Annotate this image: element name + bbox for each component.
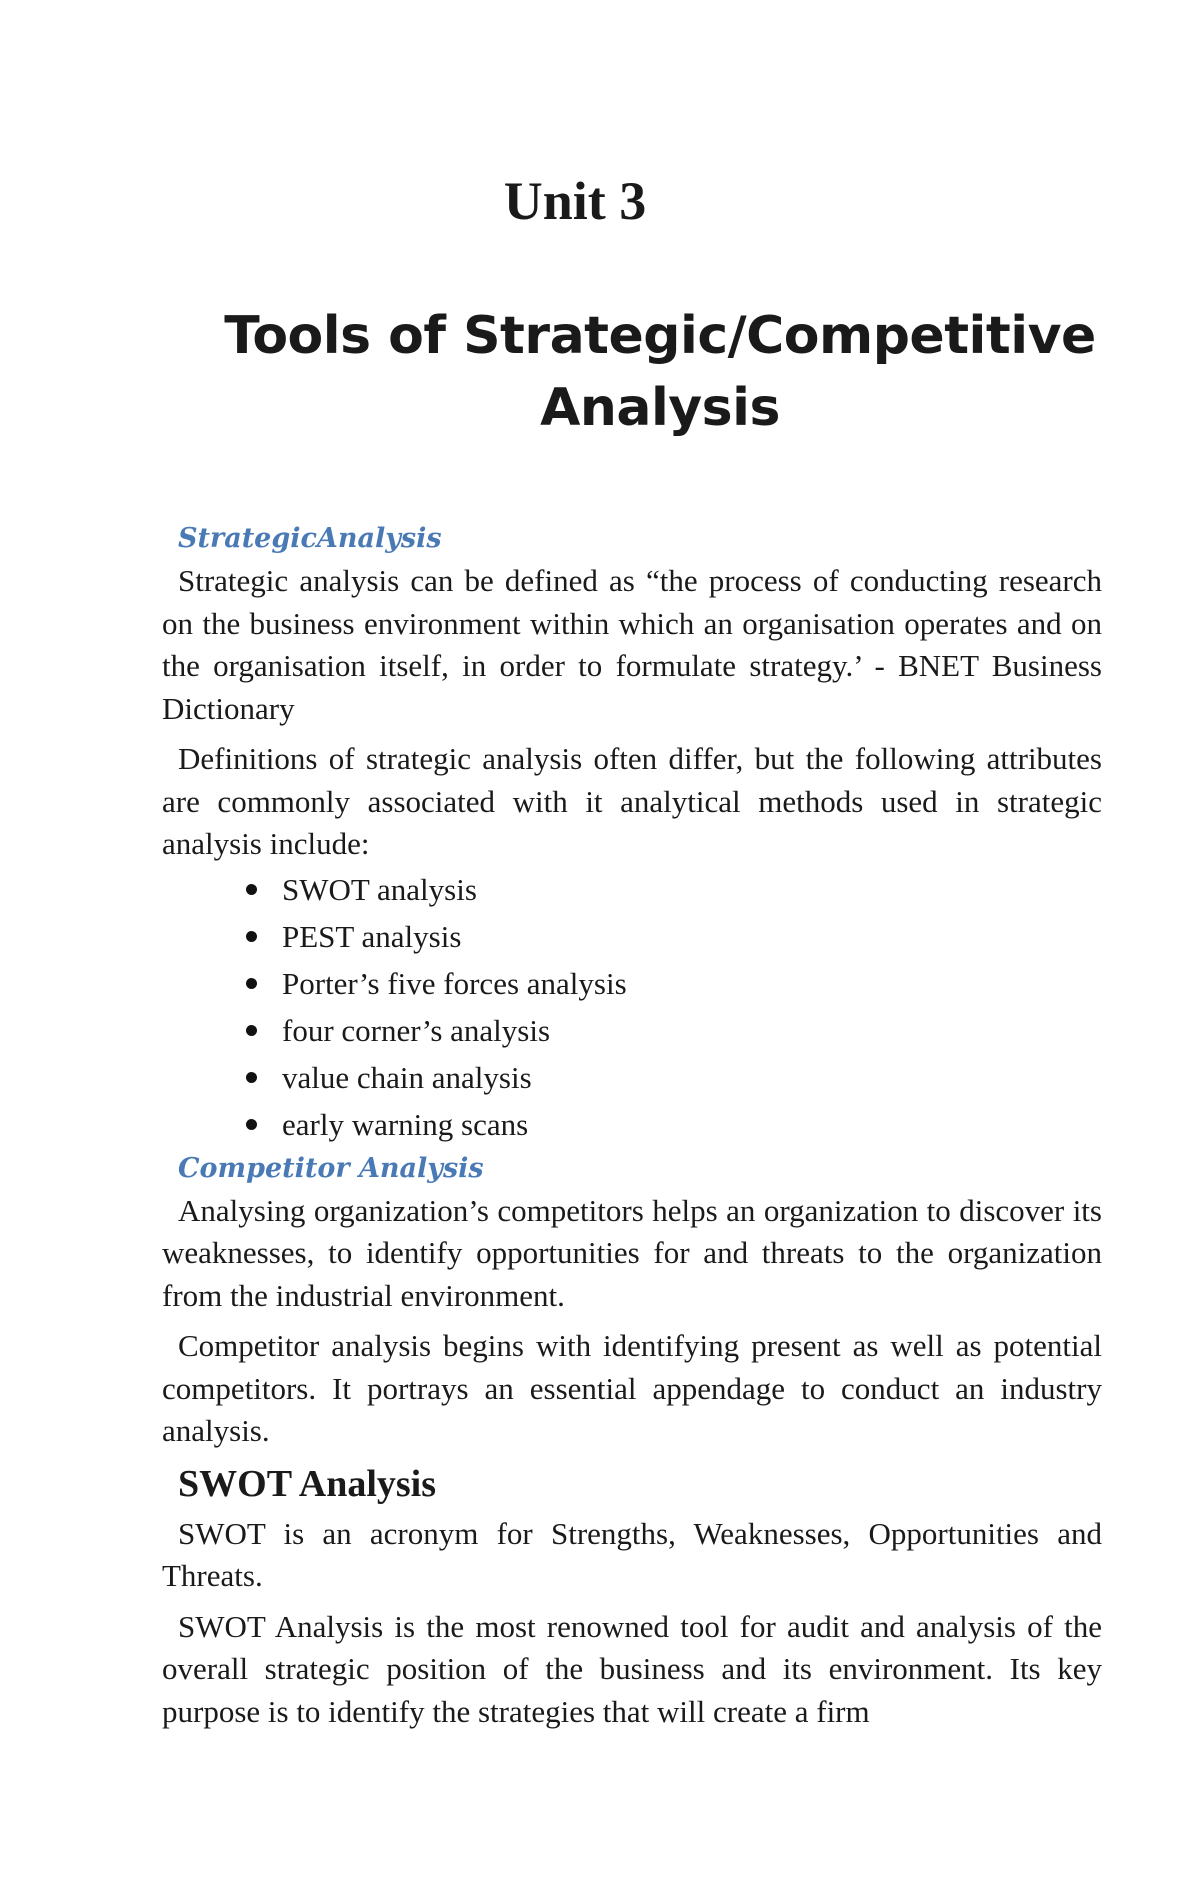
bullet-icon xyxy=(246,1119,257,1130)
analysis-methods-list xyxy=(162,866,1102,1148)
list-item xyxy=(246,1007,1102,1054)
unit-title: Unit 3 xyxy=(503,171,647,231)
list-item-label: value chain analysis xyxy=(282,1059,532,1095)
list-item-label: four corner’s analysis xyxy=(282,1012,551,1048)
strategic-analysis-paragraph-2: Definitions of strategic analysis often differ, but the following attributes are commonly associated with it analytical methods used in strategic analysis include: xyxy=(162,741,1102,861)
list-item xyxy=(246,1054,1102,1101)
list-item xyxy=(246,866,1102,913)
bullet-icon xyxy=(246,884,257,895)
bullet-icon xyxy=(246,1072,257,1083)
page-title: Tools of Strategic/Competitive Analysis xyxy=(224,306,1096,438)
list-item-label: PEST analysis xyxy=(282,918,462,954)
competitor-analysis-paragraph-1: Analysing organization’s competitors helps an organization to discover its weaknesses, to identify opportunities for and threats to the organization from the industrial environment. xyxy=(162,1192,1102,1313)
competitor-analysis-paragraph-2: Competitor analysis begins with identifying present as well as potential competitors. It portrays an essential appendage to conduct an industry analysis. xyxy=(162,1328,1102,1448)
list-item xyxy=(246,913,1102,960)
swot-analysis-paragraph-2: SWOT Analysis is the most renowned tool for audit and analysis of the overall strategic position of the business and its environment. Its key purpose is to identify the strategies that will create a firm xyxy=(162,1608,1102,1729)
list-item xyxy=(246,960,1102,1007)
list-item-label: early warning scans xyxy=(282,1106,529,1142)
strategic-analysis-paragraph-1: Strategic analysis can be defined as “the process of conducting research on the business environment within which an organisation operates and on the organisation itself, in order to formulate strategy.’ - BNET Business Dictionary xyxy=(162,563,1102,726)
document-body xyxy=(162,518,1102,1733)
bullet-icon xyxy=(246,1025,257,1036)
bullet-icon xyxy=(246,978,257,989)
swot-analysis-paragraph-1: SWOT is an acronym for Strengths, Weaknesses, Opportunities and Threats. xyxy=(162,1515,1102,1593)
list-item xyxy=(246,1101,1102,1148)
strategic-analysis-heading: StrategicAnalysis xyxy=(178,523,442,554)
competitor-analysis-heading: Competitor Analysis xyxy=(178,1152,484,1184)
list-item-label: SWOT analysis xyxy=(282,871,477,907)
swot-analysis-heading: SWOT Analysis xyxy=(178,1462,437,1505)
list-item-label: Porter’s five forces analysis xyxy=(282,965,627,1001)
bullet-icon xyxy=(246,931,257,942)
